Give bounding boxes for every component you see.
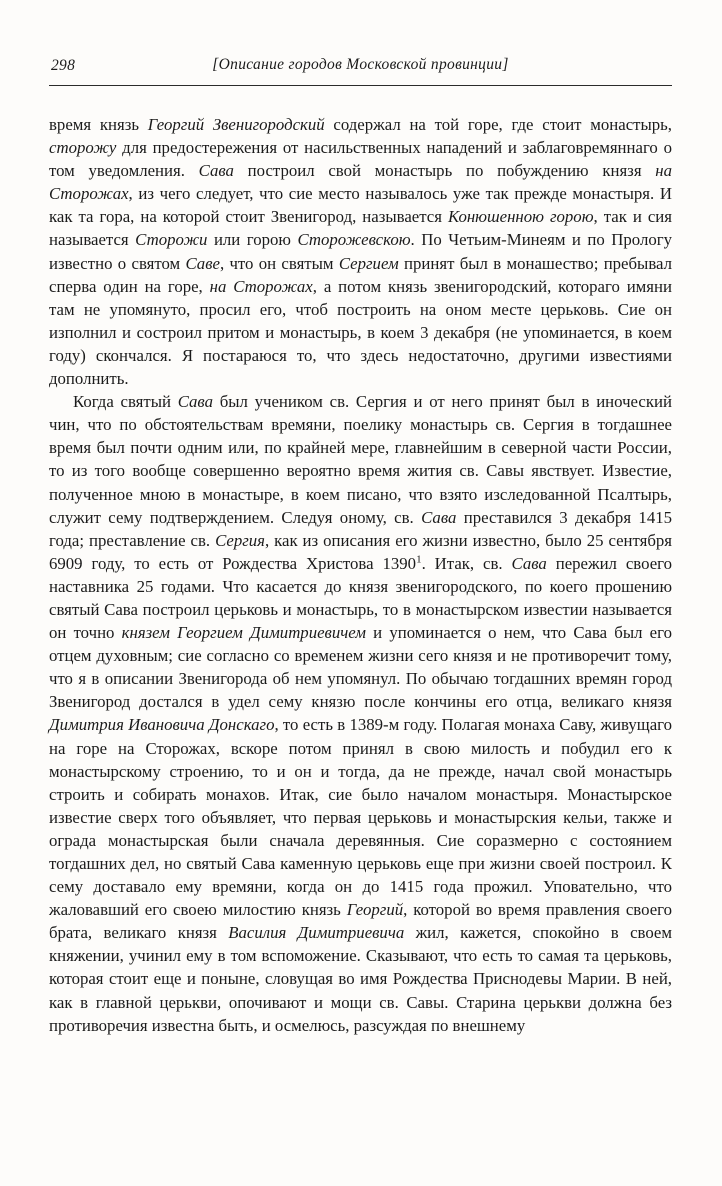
text-segment: принят был в монашество; пребывал сперва один на горе, bbox=[49, 253, 672, 296]
text-segment: Сергия bbox=[215, 530, 265, 550]
text-segment: жил, кажется, спокойно в своем княжении, учинил ему в том вспоможение. Сказывают, что есть то самая та церьковь, которая стоит еще и поныне, словущая во имя Рождества Приснодевы Марии. В ней, как в главной церькви, опочивают и мощи св. Савы. Старина церькви должна без противоречия известна быть, и осмелюсь, разсуждая по внешнему bbox=[49, 923, 672, 1035]
text-segment: . По Четьим-Минеям и по Прологу известно о святом bbox=[49, 230, 672, 273]
text-segment: построил свой монастырь по побуждению князя bbox=[233, 161, 656, 181]
text-block bbox=[49, 113, 672, 1037]
text-segment: князем Георгием Димитриевичем bbox=[121, 623, 366, 643]
text-segment: , из чего следует, что сие место называлось уже так прежде монастыря. И как та гора, на которой стоит Звенигород, называется bbox=[49, 184, 672, 227]
running-title: [Описание городов Московской провинции] bbox=[212, 56, 509, 73]
text-segment: и упоминается о нем, что Сава был его отцем духовным; сие согласно со временем жизни сего князя и не противоречит тому, что я в описании Звенигорода об нем упомянул. По обычаю тогдашних времян город Звенигород достался в удел сему князю после кончины его отца, великаго князя bbox=[49, 623, 672, 712]
text-segment: , что он святым bbox=[219, 253, 339, 273]
text-segment: для предостережения от насильственных нападений и заблаговремяннаго о том уведомления. bbox=[49, 138, 672, 181]
paragraph-2 bbox=[49, 390, 672, 1037]
text-segment: Сергием bbox=[338, 253, 399, 273]
text-segment: Конюшенною горою bbox=[447, 207, 594, 227]
text-segment: Василия Димитриевича bbox=[228, 923, 405, 943]
text-segment: содержал на той горе, где стоит монастырь, bbox=[324, 115, 672, 134]
page-number: 298 bbox=[51, 57, 76, 74]
text-segment: Димитрия Ивановича Донскаго bbox=[49, 715, 275, 735]
text-segment: , а потом князь звенигородский, котораго имяни там не упомянуто, просил его, чтоб построить на оном месте церьковь. Сие он изполнил и состроил притом и монастырь, в коем 3 декабря (не упоминается, в коем году) скончался. Я постараюся то, что здесь недостаточно, другими известиями дополнить. bbox=[49, 276, 672, 389]
text-segment: преставился 3 декабря 1415 года; преставление св. bbox=[49, 507, 672, 550]
text-segment: был учеником св. Сергия и от него принят был в иноческий чин, что по обстоятельствам времяни, поелику монастырь св. Сергия в тогдашнее время был почти одним или, по крайней мере, главнейшим в северной части России, то из того вообще совершенно вероятно время жития св. Савы явствует. Известие, полученное мною в монастыре, в коем писано, что взято изследованной Псалтырь, служит сему подтверждением. Следуя оному, св. bbox=[49, 392, 672, 527]
text-segment: Сава bbox=[198, 161, 234, 181]
text-segment: Сторожевскою bbox=[297, 230, 411, 250]
text-segment: , как из описания его жизни известно, было 25 сентября 6909 году, то есть от Рождества Христова 1390 bbox=[49, 530, 673, 573]
text-segment: Сава bbox=[511, 553, 547, 573]
text-segment: Саве bbox=[185, 253, 220, 273]
text-segment: Георгий Звенигородский bbox=[147, 115, 325, 134]
text-segment: время князь bbox=[49, 115, 148, 134]
paragraph-1 bbox=[49, 113, 672, 390]
page-header bbox=[49, 56, 672, 78]
text-segment: , так и сия называется bbox=[49, 207, 672, 250]
text-segment: Сава bbox=[421, 507, 457, 527]
text-segment: , которой во время правления своего брата, великаго князя bbox=[49, 900, 672, 943]
footnote-ref: 1 bbox=[416, 553, 422, 566]
text-segment: или горою bbox=[207, 230, 298, 250]
text-segment: сторожу bbox=[49, 138, 117, 158]
text-segment: на Сторожах bbox=[209, 276, 313, 296]
text-segment: на Сторожах bbox=[49, 161, 672, 204]
text-segment: Георгий bbox=[346, 900, 404, 920]
text-segment: , то есть в 1389-м году. Полагая монаха Саву, живущаго на горе на Сторожах, вскоре потом принял в свою милость и побудил его к монастырскому строению, то и он и тогда, да не прежде, начал свой монастырь строить и собирать монахов. Итак, сие было началом монастыря. Монастырское известие сверх того объявляет, что первая церьковь и монастырския кельи, также и ограда монастырская были сначала деревянныя. Сие соразмерно с состоянием тогдашних дел, но святый Сава каменную церьковь еще при жизни своей построил. К сему доставало ему времяни, когда он до 1415 года прожил. Уповательно, что жаловавший его своею милостию князь bbox=[49, 715, 673, 920]
text-segment: пережил своего наставника 25 годами. Что касается до князя звенигородского, по коего прошению святый Сава построил церьковь и монастырь, то в монастырском известии называется он точно bbox=[49, 553, 672, 643]
text-segment: Сава bbox=[177, 392, 213, 412]
text-segment: Сторожи bbox=[135, 230, 208, 250]
header-rule bbox=[49, 85, 672, 86]
text-segment: Когда святый bbox=[73, 392, 178, 412]
text-segment: . Итак, св. bbox=[421, 553, 512, 573]
